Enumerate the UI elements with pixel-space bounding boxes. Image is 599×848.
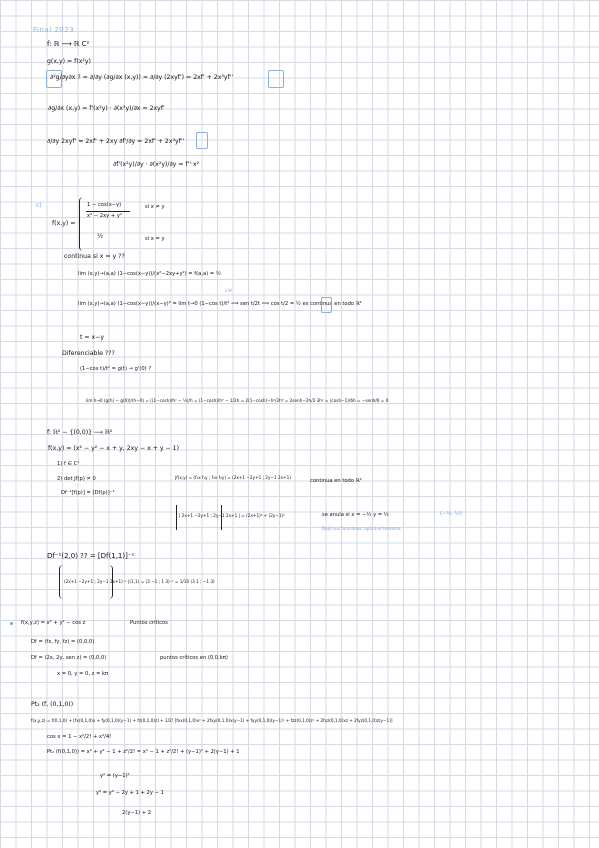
condition-1: 1) f ∈ C¹ <box>57 461 80 467</box>
page-title: Final 2023 <box>33 26 75 34</box>
theorem-note: Dejó sus funciones, aplica el teorema <box>322 526 401 531</box>
limit-equation-1: lim (x,y)→(a,a) (1−cos(x−y))/(x²−2xy+y²) = f(a,a) = ½ <box>78 271 221 277</box>
critical-points-solution: x = 0, y = 0, z = kπ <box>57 671 109 677</box>
taylor-expansion: f(x,y,z) = f(0,1,0) + [fx(0,1,0)x + fy(0,1,0)(y−1) + fz(0,1,0)z] + 1/2! [fxx(0,1,0)x² + 2fxy(0,1,0)x(y−1) + fyy(0,1,0)(y−1)² + fzz(0,1,0)z² + 2fxz(0,1,0)xz + 2fyz(0,1,0)z(y−1)] <box>31 718 393 723</box>
condition-2: 2) det Jf(p) ≠ 0 <box>57 476 96 482</box>
substitution: t = x−y <box>80 334 105 341</box>
highlight-box-half <box>321 297 332 313</box>
chain-rule-equation: ∂f'(x²y)/∂y · ∂(x²y)/∂y = f''·x² <box>113 161 200 168</box>
limit-equation-2: lim (x,y)→(a,a) (1−cos(x−y))/(x−y)² = lim t→0 (1−cos t)/t² ⟹ sen t/2t ⟹ cos t/2 = ½ es continua en todo ℝ² <box>78 301 362 307</box>
square-identity: y² = (y−1)² <box>100 773 130 779</box>
piecewise-denominator: x² − 2xy + y² <box>87 213 123 219</box>
g-definition: (1−cos t)/t² = g(t) → g'(0) ? <box>80 366 152 372</box>
critical-points-heading: Puntos críticos <box>130 620 168 626</box>
piecewise-brace <box>79 197 85 251</box>
differentiability-question: Diferenciable ??? <box>62 350 115 357</box>
taylor-polynomial-heading: Pt₂ (f, (0,1,0)) <box>31 701 74 708</box>
piecewise-condition-2: si x = y <box>145 236 165 242</box>
fraction-bar <box>86 211 130 212</box>
derivative-limit-chain: lim h→0 (g(h) − g(0))/(h−0) = ((1−cosh)/h² − ½)/h = (1−cosh)/h³ − 1/2h = 2(1−cosh)−h²/2h³ = 2senh−2h/2·3h² = (cosh−1)/6h = −senh/6 = 0 <box>86 398 389 403</box>
function-definition: f: ℝ ⟶ ℝ C² <box>47 40 90 48</box>
partial-x-equation: ∂g/∂x (x,y) = f'(x²y) · ∂(x²y)/∂x = 2xyf' <box>48 105 165 112</box>
taylor-result: Pt₂ (f(0,1,0)) = x² + y² − 1 + z²/2! = x² − 1 + z²/2! + (y−1)² + 2(y−1) + 1 <box>47 749 240 755</box>
highlight-box-right <box>268 70 284 88</box>
partial-y-equation: ∂/∂y 2xyf' = 2xf' + 2xy ∂f'/∂y = 2xf' + 2x³yf'' <box>47 138 185 145</box>
piecewise-numerator: 1 − cos(x−y) <box>87 202 122 208</box>
zero-condition: se anula si x = −½ y = ½ <box>322 512 389 518</box>
bullet-dot <box>10 622 13 625</box>
lhopital-note: L'H <box>225 288 232 293</box>
piecewise-condition-1: si x ≠ y <box>145 204 165 210</box>
vector-function-definition: f: ℝ² − {(0,0)} ⟶ ℝ² <box>47 429 113 436</box>
vector-function-formula: f(x,y) = (x² − y² − x + y, 2xy − x + y − 1) <box>48 445 180 452</box>
gradient-equation: Df = (fx, fy, fz) = (0,0,0) <box>31 639 95 645</box>
inverse-derivative-formula: Df⁻¹[f(p)] = [Df(p)]⁻¹ <box>61 490 115 496</box>
scalar-function: f(x,y,z) = x² + y² − cos z <box>21 620 86 626</box>
gradient-explicit: Df = (2x, 2y, sen z) = (0,0,0) <box>31 655 107 661</box>
highlight-box-result <box>196 132 208 149</box>
mixed-partial-equation: ∂²g/∂y∂x ? = ∂/∂y (∂g/∂x (x,y)) = ∂/∂y (2xyf') = 2xf' + 2x³yf'' <box>50 74 234 81</box>
inverse-matrix-computation: (2x+1 −2y+1 ; 2y−1 2x+1)⁻¹ |(1,1) = (3 −1 ; 1 3)⁻¹ = 1/10 (3 1 ; −1 3) <box>64 579 215 584</box>
jacobian-matrix: Jf(x,y) = (f₁x f₁y ; f₂x f₂y) = (2x+1 −2y+1 ; 2y−1 2x+1) <box>175 475 291 480</box>
square-expansion: y² = y² − 2y + 1 + 2y − 1 <box>96 790 164 796</box>
continuity-question: continua si x = y ?? <box>64 253 125 260</box>
determinant-bar-left <box>176 505 177 530</box>
piecewise-value-2: ½ <box>97 233 103 240</box>
linear-term: 2(y−1) + 2 <box>122 810 152 816</box>
section-c-label: c) <box>36 202 42 209</box>
composite-function: g(x,y) = f(x²y) <box>47 58 91 65</box>
piecewise-function-name: f(x,y) = <box>52 220 76 227</box>
critical-point-note: (−½, ½) <box>440 511 462 517</box>
cosine-expansion: cos x = 1 − x²/2! + x⁴/4! <box>47 734 112 740</box>
critical-points-result: puntos críticos en (0,0,kπ) <box>160 655 228 661</box>
continuity-note: continua en todo ℝ² <box>310 478 362 484</box>
inverse-at-point-question: Df⁻¹(2,0) ?? = [Df(1,1)]⁻¹ <box>47 552 135 560</box>
determinant-equation: | 2x+1 −2y+1 ; 2y−1 2x+1 | = (2x+1)² + (2y−1)² <box>179 513 285 518</box>
